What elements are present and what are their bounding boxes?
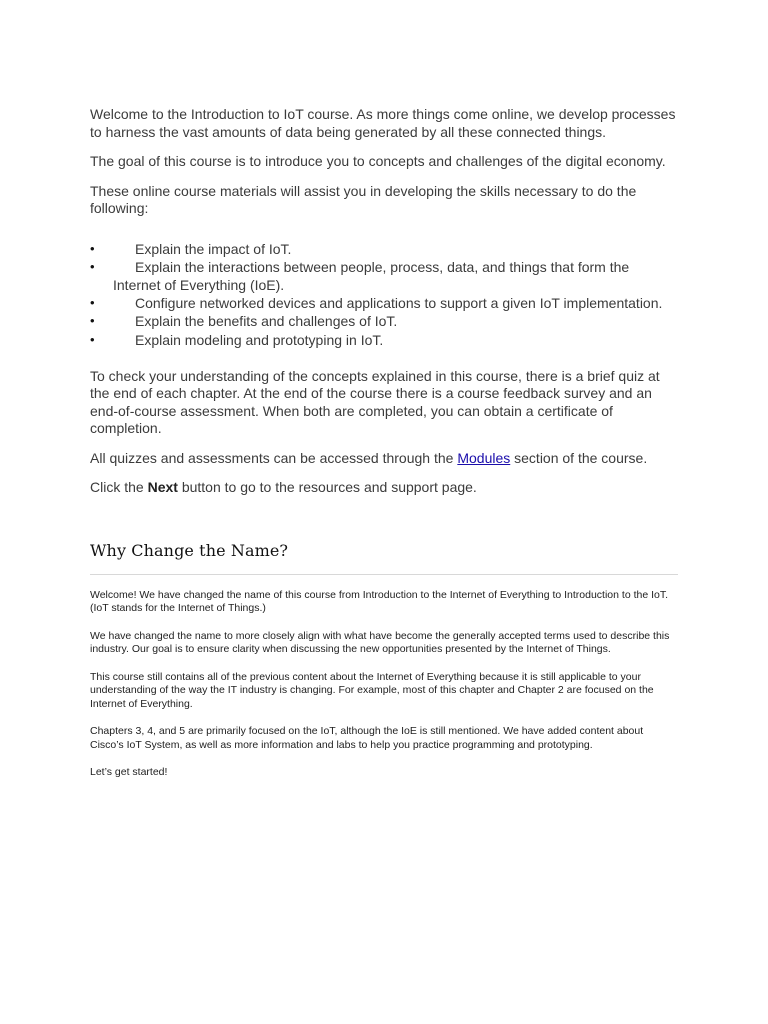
notes-paragraph-2: We have changed the name to more closely align with what have become the generally accepted terms used to describe this industry. Our goal is to ensure clarity when discussing the new opportunities presented by the Internet of Things. [90, 629, 670, 656]
list-item-text: Explain modeling and prototyping in IoT. [135, 331, 384, 348]
bullet-icon: • [90, 295, 95, 311]
intro-paragraph-1: Welcome to the Introduction to IoT course. As more things come online, we develop processes to harness the vast amounts of data being generated by all these connected things. [90, 106, 676, 140]
skills-list [90, 240, 678, 349]
next-emphasis: Next [147, 479, 178, 496]
modules-link[interactable]: Modules [457, 449, 511, 466]
bullet-icon: • [90, 240, 95, 256]
list-item [90, 331, 678, 349]
intro-paragraph-4: To check your understanding of the concepts explained in this course, there is a brief quiz at the end of each chapter. At the end of the course there is a course feedback survey and an end-of-course assessment. When both are completed, you can obtain a certificate of completion. [90, 367, 660, 437]
text-span: Click the [90, 479, 148, 496]
bullet-icon: • [90, 258, 95, 274]
list-item-text: Explain the benefits and challenges of IoT. [135, 313, 398, 330]
intro-paragraph-5 [90, 450, 678, 468]
intro-paragraph-3: These online course materials will assist you in developing the skills necessary to do the following: [90, 182, 637, 216]
intro-section [90, 106, 678, 497]
section-heading: Why Change the Name? [90, 540, 289, 560]
list-item [90, 294, 678, 312]
intro-paragraph-6 [90, 479, 678, 497]
bullet-icon: • [90, 313, 95, 329]
list-item [90, 240, 678, 258]
name-change-section [90, 589, 678, 780]
list-item-text: Explain the interactions between people, process, data, and things that form the Internet of Everything (IoE). [113, 258, 630, 293]
notes-paragraph-4: Chapters 3, 4, and 5 are primarily focused on the IoT, although the IoE is still mentioned. We have added content about Cisco’s IoT System, as well as more information and labs to help you practice programming and prototyping. [90, 725, 644, 751]
list-item [90, 312, 678, 330]
text-span: button to go to the resources and support page. [177, 479, 477, 496]
notes-paragraph-3: This course still contains all of the previous content about the Internet of Everything because it is still applicable to your understanding of the way the IT industry is changing. For example, most of this chapter and Chapter 2 are focused on the Internet of Everything. [90, 670, 654, 710]
list-item-text: Explain the impact of IoT. [135, 240, 292, 257]
text-span: section of the course. [510, 449, 648, 466]
bullet-icon: • [90, 331, 95, 347]
document-page [90, 106, 678, 794]
list-item [90, 258, 678, 294]
notes-paragraph-5: Let’s get started! [90, 766, 168, 779]
intro-paragraph-2: The goal of this course is to introduce you to concepts and challenges of the digital economy. [90, 153, 666, 169]
list-item-text: Configure networked devices and applications to support a given IoT implementation. [135, 295, 663, 312]
text-span: All quizzes and assessments can be accessed through the [90, 449, 458, 466]
notes-paragraph-1: Welcome! We have changed the name of this course from Introduction to the Internet of Everything to Introduction to the IoT. (IoT stands for the Internet of Things.) [90, 588, 669, 615]
section-divider [90, 574, 678, 575]
